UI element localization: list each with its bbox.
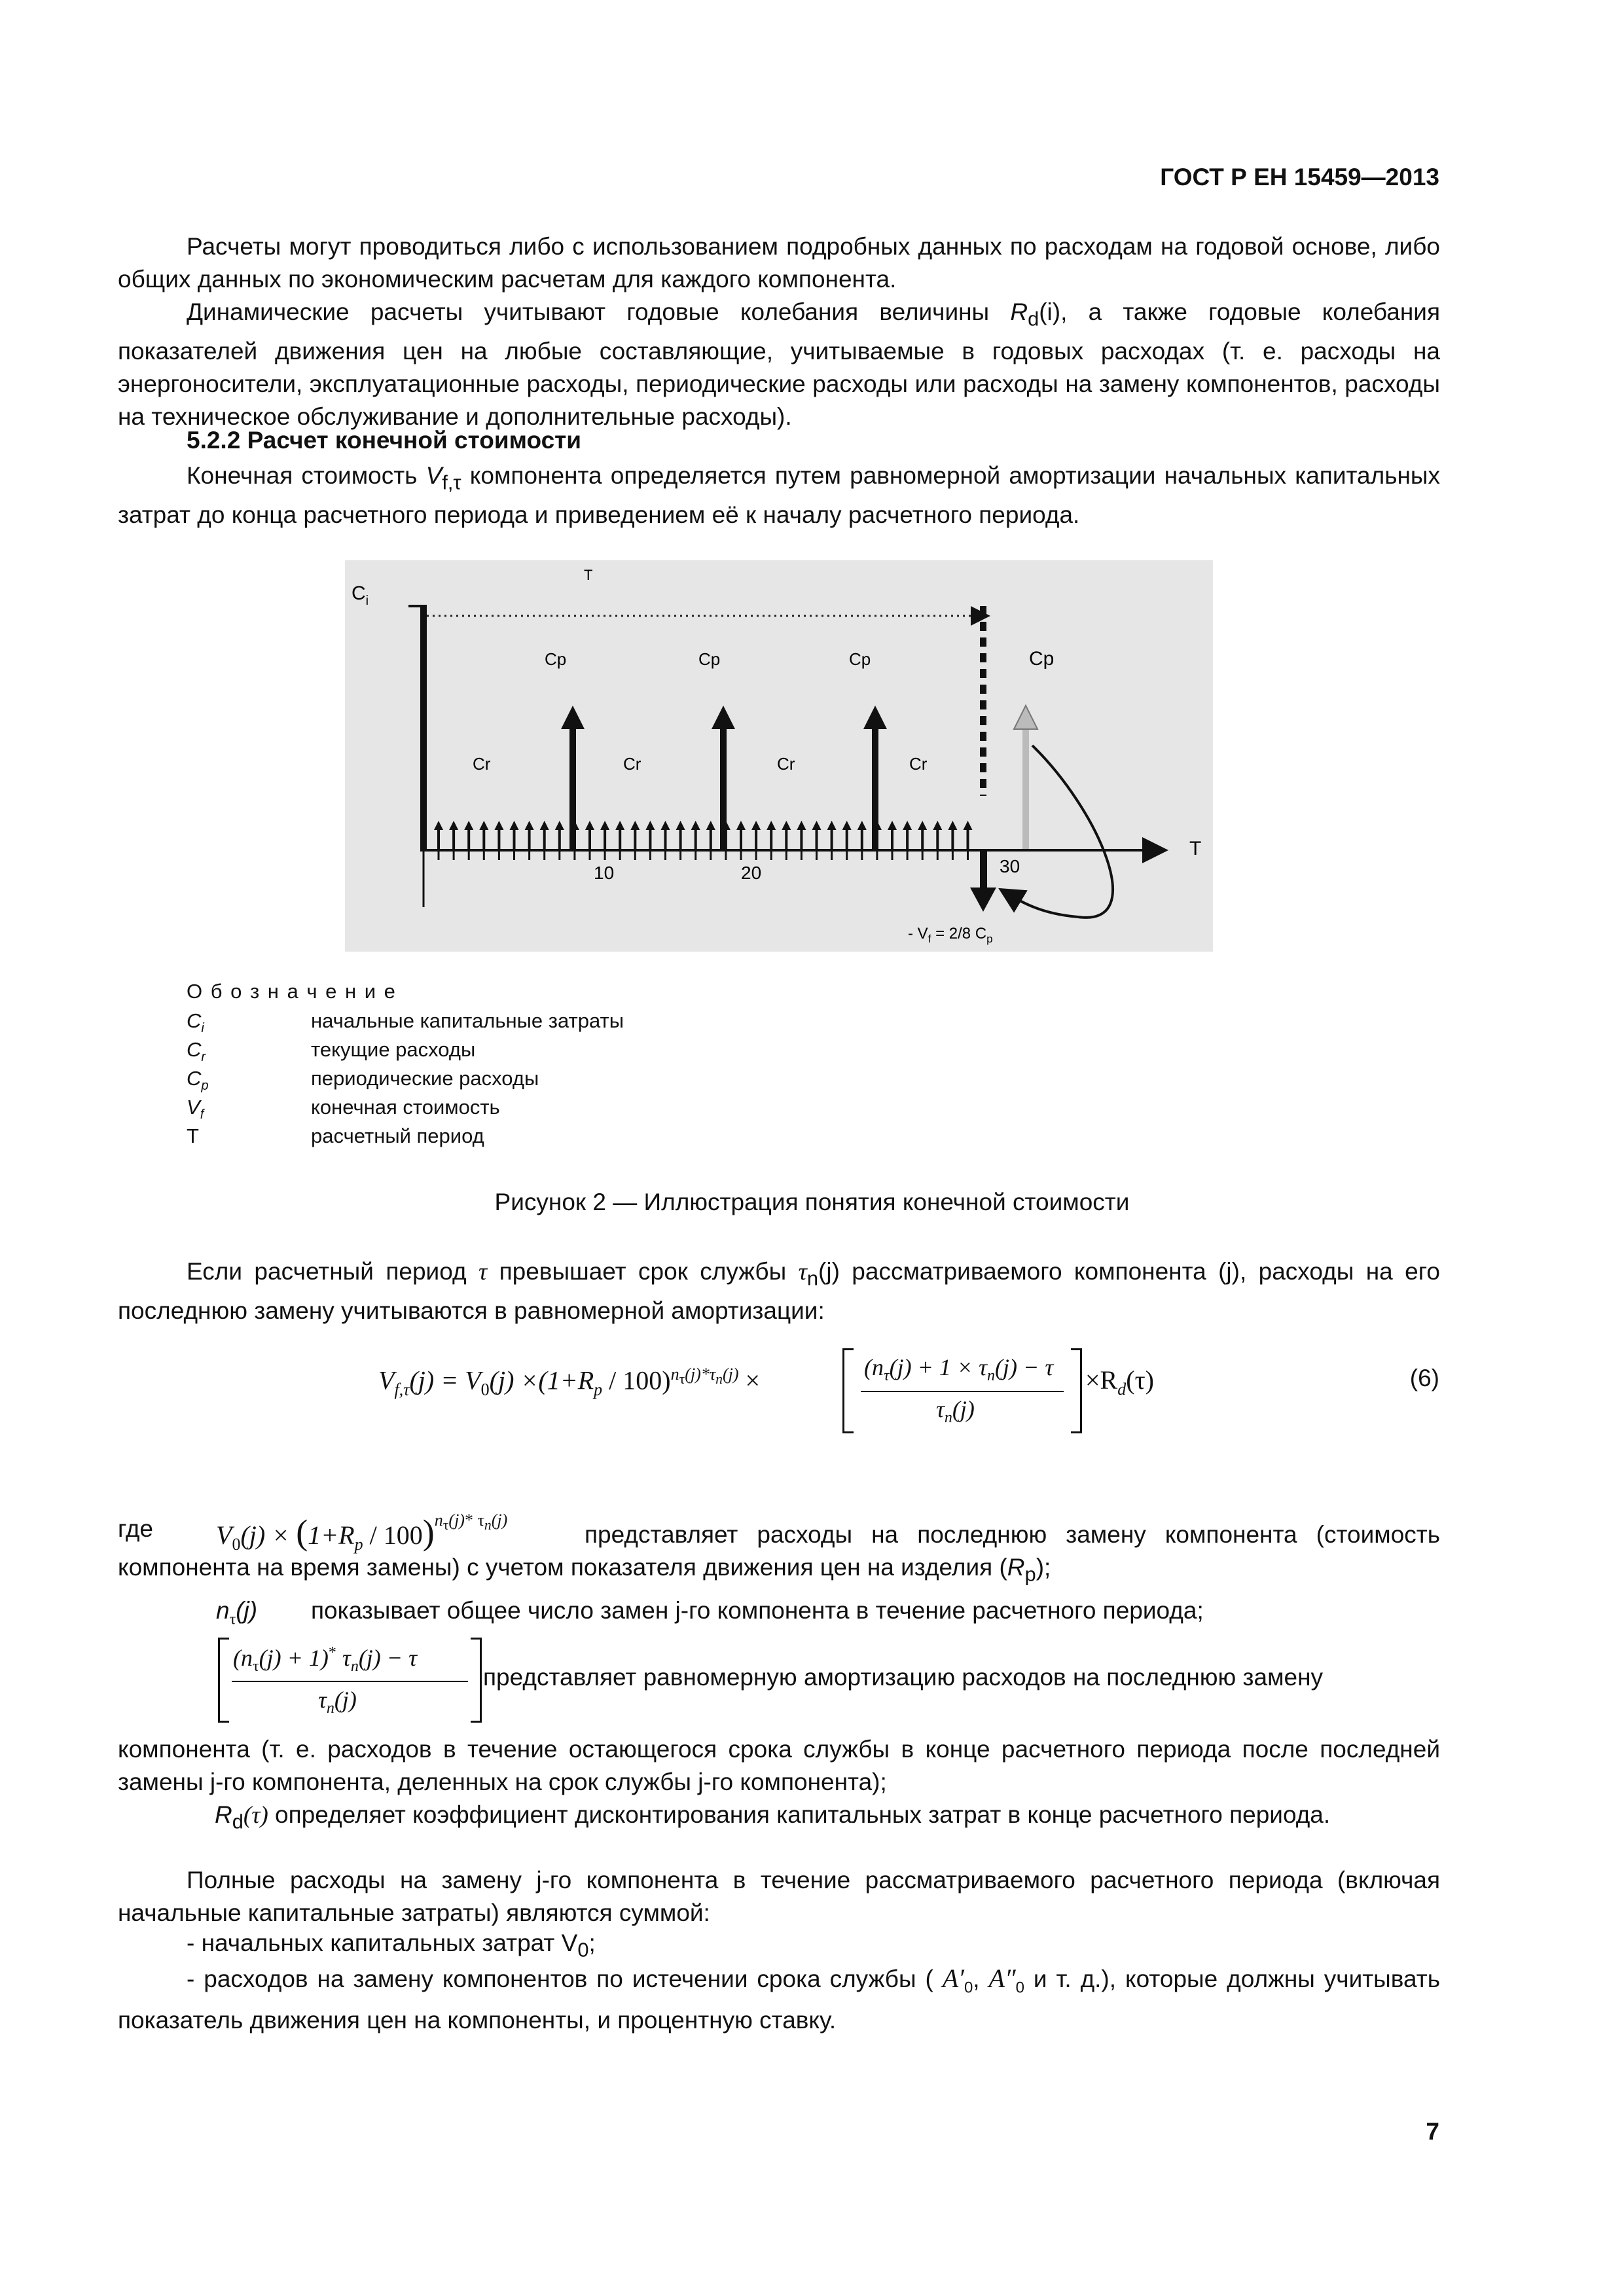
label-cp-3: Cp [849, 649, 871, 669]
legend-sym-t: T [187, 1124, 199, 1147]
running-cost-arrowhead [676, 821, 685, 830]
running-cost-arrowhead [918, 821, 927, 830]
running-cost-arrowhead [615, 821, 624, 830]
figure-diagram [345, 560, 1213, 952]
running-cost-arrowhead [767, 821, 776, 830]
where-word: где [118, 1515, 154, 1542]
equation-bracket [842, 1348, 1082, 1433]
running-cost-arrowhead [857, 821, 867, 830]
equation-denominator: $\tau_n(j)$ [936, 1396, 975, 1427]
running-cost-arrowhead [812, 821, 821, 830]
where-fraction [218, 1638, 482, 1723]
paragraph-service-life: Если расчетный период τ превышает срок службы $\tau_n(j)$ рассматриваемого компонента (j), расходы на его последнюю замену учитываются в равномерной амортизации: [118, 1258, 1440, 1325]
running-cost-arrowhead [933, 821, 942, 830]
running-cost-arrowhead [585, 821, 594, 830]
running-cost-arrowhead [903, 821, 912, 830]
tick-label-10: 10 [594, 863, 615, 883]
running-cost-arrowhead [797, 821, 806, 830]
running-cost-arrowhead [464, 821, 473, 830]
running-cost-arrowhead [736, 821, 746, 830]
equation-tail: $\times R_d(\tau)$ [1085, 1365, 1154, 1399]
label-cr-3: Cr [777, 754, 795, 774]
equation-6: $V_{f,\tau}(j) = V_0(j) \times(1+R_p / 100)^{n_\tau(j)*\tau_n(j)}$ × [378, 1365, 761, 1399]
where-fraction-denominator: $\tau_n(j)$ [318, 1687, 357, 1717]
label-cp-2: Cp [698, 649, 721, 669]
label-cr-1: Cr [473, 754, 491, 774]
figure-caption: Рисунок 2 — Иллюстрация понятия конечной стоимости [494, 1189, 1130, 1215]
initial-cost-bar [420, 605, 427, 850]
running-cost-arrowhead [555, 821, 564, 830]
label-cp-1: Cp [545, 649, 567, 669]
running-cost-arrowhead [842, 821, 852, 830]
final-value-arrow [980, 850, 987, 889]
where-expression: $V_0(j) \times (1+R_p / 100)^{n_\tau(j)* \tau_n(j)}$ [216, 1510, 508, 1554]
running-cost-arrowhead [645, 821, 655, 830]
legend-text-cr: текущие расходы [311, 1038, 476, 1061]
legend-text-vf: конечная стоимость [311, 1096, 500, 1119]
label-ci: $C_i$ [352, 583, 369, 608]
running-cost-arrowhead [661, 821, 670, 830]
running-cost-arrowhead [540, 821, 549, 830]
where-def-3a: представляет равномерную амортизацию расходов на последнюю замену [483, 1664, 1324, 1691]
bullet-replacement-costs: - расходов на замену компонентов по истечении срока службы ( $A'_0$, $A''_0$ и т. д.), которые должны учитывать показатель движения цен на компоненты, и процентную ставку. [118, 1964, 1441, 2034]
axis-label-t: T [1189, 838, 1202, 859]
bullet-initial-costs: - начальных капитальных затрат $V_0$; [187, 1929, 596, 1962]
running-cost-arrowhead [964, 821, 973, 830]
where-def-1: представляет расходы на последнюю замену компонента (стоимость компонента на время замены) с учетом показателя движения цен на изделия $(R_p)$; [118, 1521, 1440, 1586]
running-cost-arrowhead [948, 821, 957, 830]
running-cost-arrowhead [434, 821, 443, 830]
tick-label-30: 30 [1000, 856, 1020, 876]
where-fraction-numerator: $(n_\tau(j) + 1)^*$ $\tau_n(j) - \tau$ [233, 1644, 417, 1676]
paragraph-dynamic: Динамические расчеты учитывают годовые колебания величины $R_d(i)$, а также годовые колебания показателей движения цен на любые составляющие, учитываемые в годовых расходах (т. е. расходы на энергоносители, эксплуатационные расходы, периодические расходы или расходы на замену компонентов, расходы на техническое обслуживание и дополнительные расходы). [118, 298, 1440, 431]
where-def-2: показывает общее число замен j-го компонента в течение расчетного периода; [311, 1597, 1204, 1624]
paragraph-calculations: Расчеты могут проводиться либо с использованием подробных данных по расходам на годовой основе, либо общих данных по экономическим расчетам для каждого компонента. [118, 233, 1440, 293]
label-tau: T [584, 567, 593, 583]
running-cost-arrowhead [691, 821, 700, 830]
final-value-note: - $V_f = 2/8$ $C_p$ [908, 925, 993, 945]
running-cost-arrowhead [510, 821, 519, 830]
running-cost-arrowhead [888, 821, 897, 830]
paragraph-final-cost: Конечная стоимость $V_{f,\tau}$ компонента определяется путем равномерной амортизации начальных капитальных затрат до конца расчетного периода и приведением её к началу расчетного периода. [118, 462, 1441, 529]
running-cost-arrowhead [782, 821, 791, 830]
where-def-3b: компонента (т. е. расходов в течение остающегося срока службы в конце расчетного периода после последней замены j-го компонента, деленных на срок службы j-го компонента); [118, 1736, 1440, 1795]
running-cost-arrowhead [479, 821, 488, 830]
curved-arrow [1003, 745, 1113, 918]
running-cost-arrowhead [827, 821, 837, 830]
running-cost-arrowhead [449, 821, 458, 830]
legend-sym-ci: $C_i$ [187, 1009, 204, 1036]
figure-final-cost [345, 560, 1213, 952]
where-def-4: $R_d(\tau)$ определяет коэффициент дисконтирования капитальных затрат в конце расчетного периода. [215, 1801, 1331, 1833]
legend-title: О б о з н а ч е н и е [187, 980, 397, 1003]
legend-sym-cp: $C_p$ [187, 1067, 209, 1094]
legend-sym-vf: $V_f$ [187, 1096, 204, 1122]
label-cp-4: Cp [1029, 648, 1055, 670]
label-cr-2: Cr [623, 754, 641, 774]
running-cost-arrowhead [706, 821, 715, 830]
page-number: 7 [1426, 2118, 1439, 2145]
section-heading: 5.2.2 Расчет конечной стоимости [187, 427, 582, 454]
label-cr-4: Cr [909, 754, 928, 774]
running-cost-arrowhead [525, 821, 534, 830]
running-cost-arrowhead [600, 821, 609, 830]
equation-numerator: ($n_\tau(j) + 1 \times \tau_n(j) - \tau$ [864, 1354, 1054, 1385]
tick-label-20: 20 [741, 863, 762, 883]
running-cost-arrowhead [630, 821, 640, 830]
legend-text-ci: начальные капитальные затраты [311, 1009, 624, 1032]
legend-sym-cr: $C_r$ [187, 1038, 206, 1065]
legend-text-cp: периодические расходы [311, 1067, 539, 1090]
document-number: ГОСТ Р ЕН 15459—2013 [1160, 164, 1439, 190]
running-cost-arrowhead [751, 821, 761, 830]
paragraph-total-costs: Полные расходы на замену j-го компонента в течение рассматриваемого расчетного периода (включая начальные капитальные затраты) являются суммой: [118, 1867, 1440, 1926]
legend-text-t: расчетный период [311, 1124, 484, 1147]
equation-number: (6) [1409, 1365, 1439, 1391]
where-n-symbol: $n_\tau(j)$ [216, 1597, 258, 1628]
running-cost-arrowhead [494, 821, 503, 830]
